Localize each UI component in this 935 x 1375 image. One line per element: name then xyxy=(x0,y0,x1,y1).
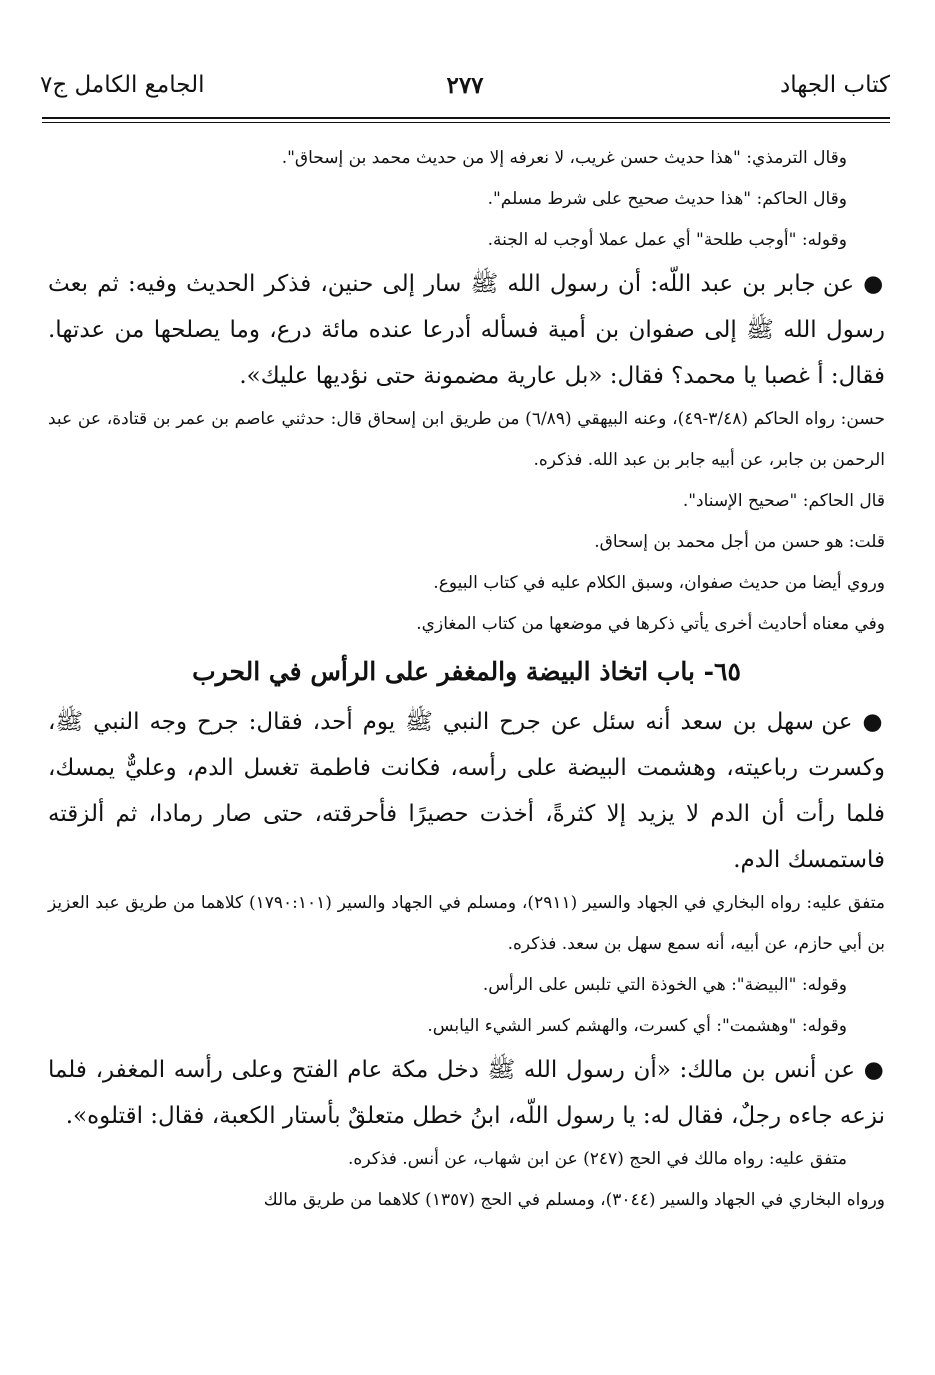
running-header xyxy=(40,72,890,112)
takhrij-paragraph: ورواه البخاري في الجهاد والسير (٣٠٤٤)، ومسلم في الحج (١٣٥٧) كلاهما من طريق مالك xyxy=(263,1190,885,1210)
hadith-paragraph xyxy=(48,1047,885,1139)
note-paragraph: وقوله: "وهشمت": أي كسرت، والهشم كسر الشيء اليابس. xyxy=(427,1016,847,1036)
bullet-icon: ● xyxy=(862,708,885,735)
note-paragraph: قلت: هو حسن من أجل محمد بن إسحاق. xyxy=(594,532,885,552)
takhrij-paragraph: متفق عليه: رواه البخاري في الجهاد والسير (٢٩١١)، ومسلم في الجهاد والسير (١٧٩٠:١٠١) كلاهما من طريق عبد العزيز بن أبي حازم، عن أبيه، أنه سمع سهل بن سعد. فذكره. xyxy=(48,893,885,954)
header-rule-thin xyxy=(42,122,890,123)
note-paragraph: وقال الترمذي: "هذا حديث حسن غريب، لا نعرفه إلا من حديث محمد بن إسحاق". xyxy=(281,148,847,168)
note-paragraph: وقال الحاكم: "هذا حديث صحيح على شرط مسلم". xyxy=(487,189,847,209)
bullet-icon: ● xyxy=(863,1056,886,1083)
note-paragraph: متفق عليه: رواه مالك في الحج (٢٤٧) عن ابن شهاب، عن أنس. فذكره. xyxy=(348,1149,847,1169)
note-paragraph: وقوله: "أوجب طلحة" أي عمل عملا أوجب له الجنة. xyxy=(487,230,847,250)
note-paragraph: وفي معناه أحاديث أخرى يأتي ذكرها في موضعها من كتاب المغازي. xyxy=(416,614,885,634)
book-title: الجامع الكامل ج٧ xyxy=(40,72,205,98)
hadith-paragraph xyxy=(48,261,885,399)
hadith-text: عن جابر بن عبد اللّه: أن رسول الله ﷺ سار إلى حنين، فذكر الحديث وفيه: ثم بعث رسول الله ﷺ إلى صفوان بن أمية فسأله أدرعا عنده مائة درع، وما يصلحها من عدتها. فقال: أ غصبا يا محمد؟ فقال: «بل عارية مضمونة حتى نؤديها عليك». xyxy=(48,271,885,389)
note-paragraph: وروي أيضا من حديث صفوان، وسبق الكلام عليه في كتاب البيوع. xyxy=(433,573,885,593)
note-paragraph: قال الحاكم: "صحيح الإسناد". xyxy=(682,491,885,511)
takhrij-paragraph: حسن: رواه الحاكم (٣/٤٨-٤٩)، وعنه البيهقي (٦/٨٩) من طريق ابن إسحاق قال: حدثني عاصم بن عمر بن قتادة، عن عبد الرحمن بن جابر، عن أبيه جابر بن عبد الله. فذكره. xyxy=(48,409,885,470)
header-rule-thick xyxy=(42,117,890,119)
hadith-text: عن سهل بن سعد أنه سئل عن جرح النبي ﷺ يوم أحد، فقال: جرح وجه النبي ﷺ، وكسرت رباعيته، وهشمت البيضة على رأسه، فكانت فاطمة تغسل الدم، وعليٌّ يمسك، فلما رأت أن الدم لا يزيد إلا كثرةً، أخذت حصيرًا فأحرقته، حتى صار رمادا، ثم ألزقته فاستمسك الدم. xyxy=(48,709,885,873)
page-body xyxy=(48,138,885,1221)
chapter-title: كتاب الجهاد xyxy=(780,72,890,98)
page-number: ٢٧٧ xyxy=(446,72,484,99)
hadith-text: عن أنس بن مالك: «أن رسول الله ﷺ دخل مكة عام الفتح وعلى رأسه المغفر، فلما نزعه جاءه رجلٌ، فقال له: يا رسول اللّه، ابنُ خطل متعلقٌ بأستار الكعبة، فقال: اقتلوه». xyxy=(48,1057,885,1129)
hadith-paragraph xyxy=(48,699,885,883)
note-paragraph: وقوله: "البيضة": هي الخوذة التي تلبس على الرأس. xyxy=(482,975,847,995)
bullet-icon: ● xyxy=(863,270,886,297)
chapter-heading: ٦٥- باب اتخاذ البيضة والمغفر على الرأس في الحرب xyxy=(192,657,741,686)
